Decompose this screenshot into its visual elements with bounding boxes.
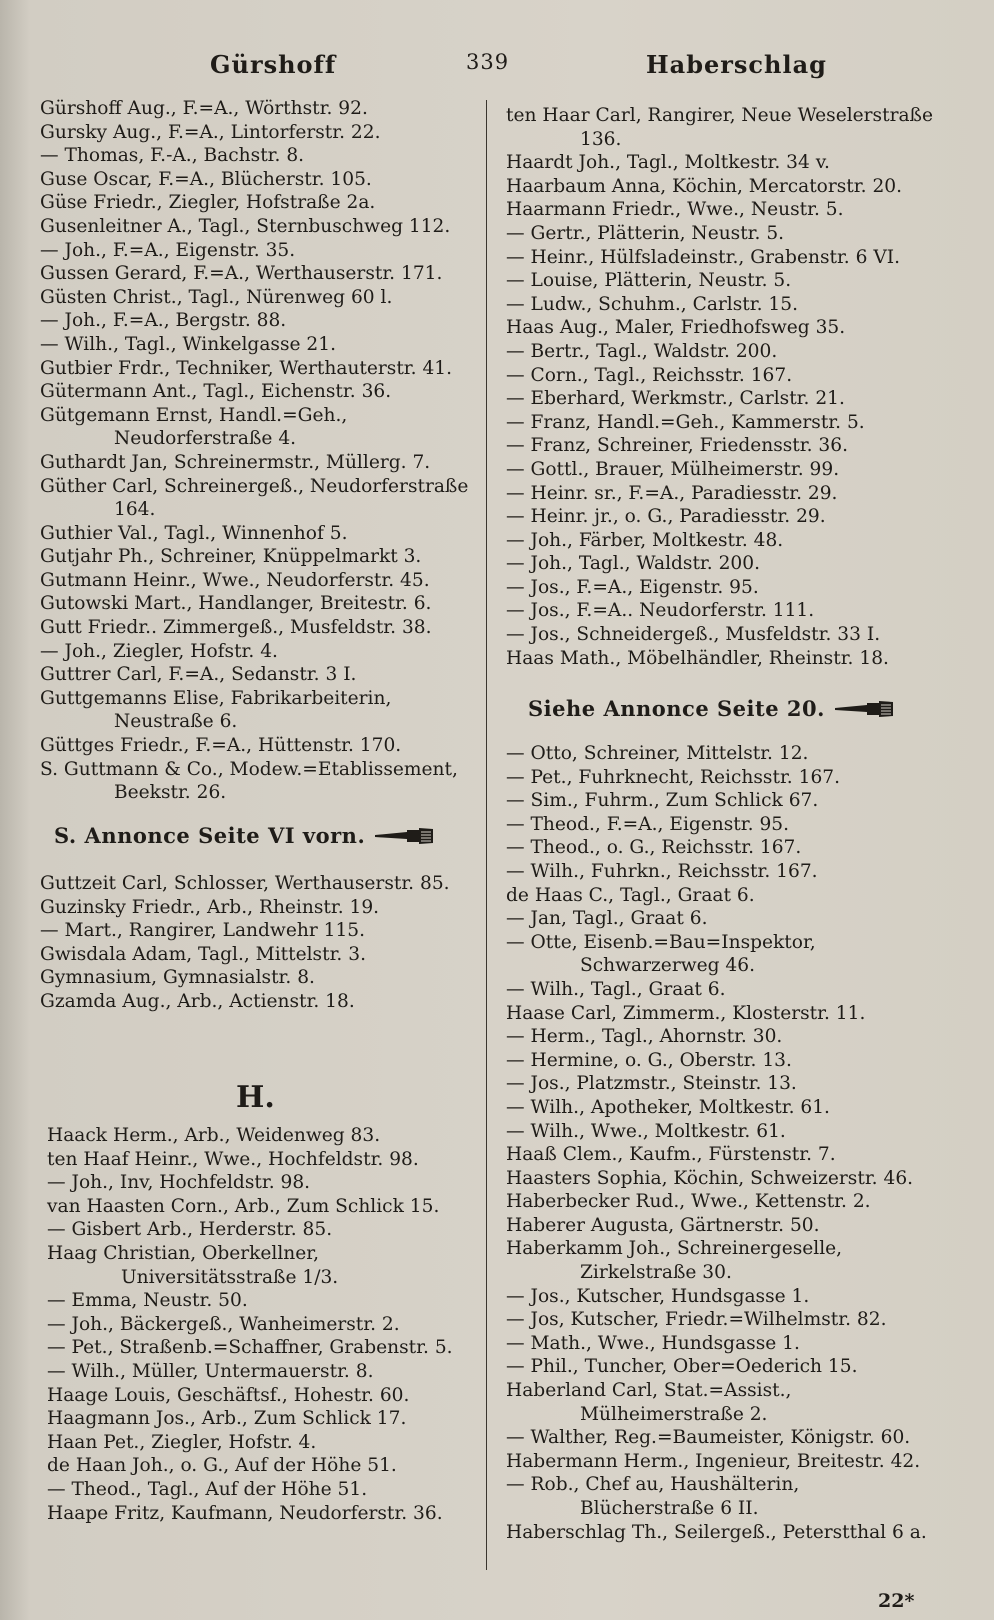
- directory-entry: — Joh., F.=A., Eigenstr. 35.: [40, 239, 296, 261]
- directory-entry: Gutt Friedr.. Zimmergeß., Musfeldstr. 38.: [40, 617, 432, 639]
- directory-entry: — Rob., Chef au, Haushälterin, Blücherstraße 6 II.: [506, 1474, 800, 1519]
- directory-entry: Gürshoff Aug., F.=A., Wörthstr. 92.: [40, 98, 368, 119]
- directory-entry: Haberkamm Joh., Schreinergeselle, Zirkelstraße 30.: [506, 1238, 843, 1284]
- directory-entry: — Thomas, F.-A., Bachstr. 8.: [40, 145, 305, 167]
- directory-entry: Gursky Aug., F.=A., Lintorferstr. 22.: [40, 121, 381, 143]
- directory-entry: — Hermine, o. G., Oberstr. 13.: [506, 1049, 792, 1071]
- directory-entry: Gutjahr Ph., Schreiner, Knüppelmarkt 3.: [40, 546, 422, 568]
- directory-entry: Güttges Friedr., F.=A., Hüttenstr. 170.: [40, 735, 402, 757]
- header-right-keyword: Haberschlag: [646, 50, 827, 79]
- pointing-hand-icon: [373, 826, 435, 846]
- directory-entry: Haase Carl, Zimmerm., Klosterstr. 11.: [506, 1002, 866, 1024]
- directory-entry: Haape Fritz, Kaufmann, Neudorferstr. 36.: [47, 1502, 443, 1524]
- directory-entry: Haarbaum Anna, Köchin, Mercatorstr. 20.: [506, 175, 903, 197]
- directory-entry: — Mart., Rangirer, Landwehr 115.: [40, 920, 366, 942]
- section-letter: H.: [236, 1080, 275, 1115]
- directory-entry: — Joh., Ziegler, Hofstr. 4.: [40, 640, 278, 662]
- directory-entry: Güse Friedr., Ziegler, Hofstraße 2a.: [40, 192, 376, 214]
- directory-entry: — Emma, Neustr. 50.: [47, 1290, 248, 1312]
- directory-entry: — Otte, Eisenb.=Bau=Inspektor, Schwarzerweg 46.: [506, 931, 816, 977]
- directory-entry: — Wilh., Tagl., Winkelgasse 21.: [40, 333, 336, 355]
- directory-entry: Gzamda Aug., Arb., Actienstr. 18.: [40, 990, 355, 1012]
- directory-entry: Guttgemanns Elise, Fabrikarbeiterin, Neustraße 6.: [40, 687, 392, 733]
- directory-entry: — Corn., Tagl., Reichsstr. 167.: [506, 364, 793, 386]
- directory-entry: ten Haaf Heinr., Wwe., Hochfeldstr. 98.: [47, 1148, 419, 1170]
- directory-entry: — Wilh., Wwe., Moltkestr. 61.: [506, 1120, 786, 1142]
- directory-entry: — Wilh., Fuhrkn., Reichsstr. 167.: [506, 860, 818, 882]
- directory-entry: Gutbier Frdr., Techniker, Werthauterstr. 41.: [40, 357, 453, 379]
- directory-entry: Gymnasium, Gymnasialstr. 8.: [40, 967, 315, 989]
- directory-entry: Gutmann Heinr., Wwe., Neudorferstr. 45.: [40, 569, 430, 591]
- directory-entry: Guttzeit Carl, Schlosser, Werthauserstr. 85.: [40, 873, 450, 894]
- directory-entry: — Gertr., Plätterin, Neustr. 5.: [506, 222, 785, 244]
- directory-entry: Haag Christian, Oberkellner, Universitätsstraße 1/3.: [47, 1242, 339, 1288]
- directory-entry: Haaß Clem., Kaufm., Fürstenstr. 7.: [506, 1144, 836, 1166]
- pointing-hand-icon: [833, 699, 895, 719]
- directory-entry: Gutowski Mart., Handlanger, Breitestr. 6.: [40, 593, 432, 615]
- directory-entry: Gütgemann Ernst, Handl.=Geh., Neudorferstraße 4.: [40, 404, 348, 450]
- directory-entry: — Gisbert Arb., Herderstr. 85.: [47, 1219, 333, 1241]
- directory-entry: — Joh., Tagl., Waldstr. 200.: [506, 553, 760, 575]
- directory-entry: Haberschlag Th., Seilergeß., Peterstthal 6 a.: [506, 1521, 927, 1543]
- directory-entry: — Theod., F.=A., Eigenstr. 95.: [506, 813, 790, 835]
- directory-entry: — Jos, Kutscher, Friedr.=Wilhelmstr. 82.: [506, 1309, 887, 1331]
- directory-entry: Guse Oscar, F.=A., Blücherstr. 105.: [40, 168, 372, 190]
- directory-entry: — Math., Wwe., Hundsgasse 1.: [506, 1332, 800, 1354]
- header-left-keyword: Gürshoff: [210, 50, 337, 79]
- directory-entry: Haas Math., Möbelhändler, Rheinstr. 18.: [506, 647, 889, 669]
- directory-entry: Gussen Gerard, F.=A., Werthauserstr. 171.: [40, 263, 443, 285]
- left-annonce-text: S. Annonce Seite VI vorn.: [54, 823, 366, 848]
- directory-entry: — Jos., F.=A., Eigenstr. 95.: [506, 576, 759, 598]
- directory-entry: Güsten Christ., Tagl., Nürenweg 60 l.: [40, 286, 393, 308]
- directory-entry: — Joh., Inv, Hochfeldstr. 98.: [47, 1172, 311, 1194]
- directory-entry: — Phil., Tuncher, Ober=Oederich 15.: [506, 1356, 858, 1378]
- directory-entry: Haage Louis, Geschäftsf., Hohestr. 60.: [47, 1384, 410, 1406]
- directory-entry: — Heinr. sr., F.=A., Paradiesstr. 29.: [506, 482, 838, 504]
- directory-entry: — Franz, Schreiner, Friedensstr. 36.: [506, 435, 848, 457]
- left-annonce-notice: [54, 823, 435, 848]
- directory-entry: Güther Carl, Schreinergeß., Neudorferstraße 164.: [40, 475, 469, 521]
- directory-entry: — Heinr., Hülfsladeinstr., Grabenstr. 6 VI.: [506, 246, 901, 268]
- directory-entry: Gusenleitner A., Tagl., Sternbuschweg 112.: [40, 215, 451, 237]
- left-column-top: [40, 97, 480, 805]
- directory-entry: Haardt Joh., Tagl., Moltkestr. 34 v.: [506, 152, 830, 174]
- directory-entry: — Heinr. jr., o. G., Paradiesstr. 29.: [506, 506, 826, 528]
- directory-entry: Habermann Herm., Ingenieur, Breitestr. 42.: [506, 1450, 921, 1472]
- directory-entry: Gwisdala Adam, Tagl., Mittelstr. 3.: [40, 943, 366, 965]
- directory-entry: — Walther, Reg.=Baumeister, Königstr. 60.: [506, 1427, 911, 1449]
- directory-entry: Haasters Sophia, Köchin, Schweizerstr. 46.: [506, 1167, 914, 1189]
- directory-entry: — Ludw., Schuhm., Carlstr. 15.: [506, 293, 799, 315]
- directory-entry: — Theod., o. G., Reichsstr. 167.: [506, 837, 802, 859]
- directory-entry: — Jos., Platzmstr., Steinstr. 13.: [506, 1073, 797, 1095]
- right-annonce-notice: [528, 696, 895, 721]
- directory-entry: — Jos., F.=A.. Neudorferstr. 111.: [506, 600, 815, 622]
- left-column-mid: [40, 872, 480, 1014]
- directory-entry: — Joh., Färber, Moltkestr. 48.: [506, 529, 784, 551]
- directory-entry: Haack Herm., Arb., Weidenweg 83.: [47, 1125, 381, 1146]
- directory-entry: — Jos., Kutscher, Hundsgasse 1.: [506, 1285, 810, 1307]
- directory-entry: Haberland Carl, Stat.=Assist., Mülheimerstraße 2.: [506, 1380, 792, 1425]
- directory-entry: — Herm., Tagl., Ahornstr. 30.: [506, 1026, 783, 1048]
- directory-entry: de Haas C., Tagl., Graat 6.: [506, 884, 755, 906]
- directory-entry: Haan Pet., Ziegler, Hofstr. 4.: [47, 1431, 317, 1453]
- directory-entry: Guthier Val., Tagl., Winnenhof 5.: [40, 522, 348, 544]
- directory-entry: — Jan, Tagl., Graat 6.: [506, 908, 708, 930]
- directory-entry: ten Haar Carl, Rangirer, Neue Weselerstraße 136.: [506, 105, 933, 150]
- directory-entry: Guttrer Carl, F.=A., Sedanstr. 3 I.: [40, 664, 357, 686]
- directory-entry: Haas Aug., Maler, Friedhofsweg 35.: [506, 317, 846, 339]
- right-column-bottom: [506, 742, 936, 1544]
- directory-entry: — Wilh., Apotheker, Moltkestr. 61.: [506, 1096, 830, 1118]
- directory-entry: S. Guttmann & Co., Modew.=Etablissement, Beekstr. 26.: [40, 758, 458, 804]
- directory-entry: Guzinsky Friedr., Arb., Rheinstr. 19.: [40, 896, 380, 918]
- directory-entry: — Pet., Fuhrknecht, Reichsstr. 167.: [506, 766, 841, 788]
- directory-entry: Haberer Augusta, Gärtnerstr. 50.: [506, 1214, 820, 1236]
- directory-entry: — Eberhard, Werkmstr., Carlstr. 21.: [506, 388, 845, 410]
- directory-entry: — Wilh., Tagl., Graat 6.: [506, 978, 726, 1000]
- directory-entry: Haarmann Friedr., Wwe., Neustr. 5.: [506, 199, 844, 221]
- directory-entry: Gütermann Ant., Tagl., Eichenstr. 36.: [40, 381, 392, 403]
- page-number: 339: [466, 50, 510, 74]
- directory-entry: — Louise, Plätterin, Neustr. 5.: [506, 270, 792, 292]
- directory-entry: — Theod., Tagl., Auf der Höhe 51.: [47, 1478, 368, 1500]
- directory-entry: — Wilh., Müller, Untermauerstr. 8.: [47, 1360, 374, 1382]
- signature-mark: 22*: [878, 1590, 915, 1612]
- directory-entry: — Pet., Straßenb.=Schaffner, Grabenstr. 5.: [47, 1337, 453, 1359]
- directory-entry: — Sim., Fuhrm., Zum Schlick 67.: [506, 790, 819, 812]
- directory-entry: — Joh., F.=A., Bergstr. 88.: [40, 310, 287, 332]
- directory-entry: — Joh., Bäckergeß., Wanheimerstr. 2.: [47, 1313, 400, 1335]
- right-annonce-text: Siehe Annonce Seite 20.: [528, 696, 825, 721]
- directory-entry: Haagmann Jos., Arb., Zum Schlick 17.: [47, 1408, 407, 1430]
- directory-entry: — Franz, Handl.=Geh., Kammerstr. 5.: [506, 411, 865, 433]
- directory-entry: — Otto, Schreiner, Mittelstr. 12.: [506, 743, 809, 764]
- directory-entry: de Haan Joh., o. G., Auf der Höhe 51.: [47, 1455, 397, 1477]
- left-column-bottom: [47, 1124, 487, 1525]
- directory-entry: — Jos., Schneidergeß., Musfeldstr. 33 I.: [506, 624, 881, 646]
- directory-entry: — Bertr., Tagl., Waldstr. 200.: [506, 340, 778, 362]
- directory-entry: — Gottl., Brauer, Mülheimerstr. 99.: [506, 458, 840, 480]
- directory-entry: Guthardt Jan, Schreinermstr., Müllerg. 7.: [40, 451, 431, 473]
- right-column-top: [506, 104, 936, 670]
- directory-entry: van Haasten Corn., Arb., Zum Schlick 15.: [47, 1195, 440, 1217]
- directory-entry: Haberbecker Rud., Wwe., Kettenstr. 2.: [506, 1191, 871, 1213]
